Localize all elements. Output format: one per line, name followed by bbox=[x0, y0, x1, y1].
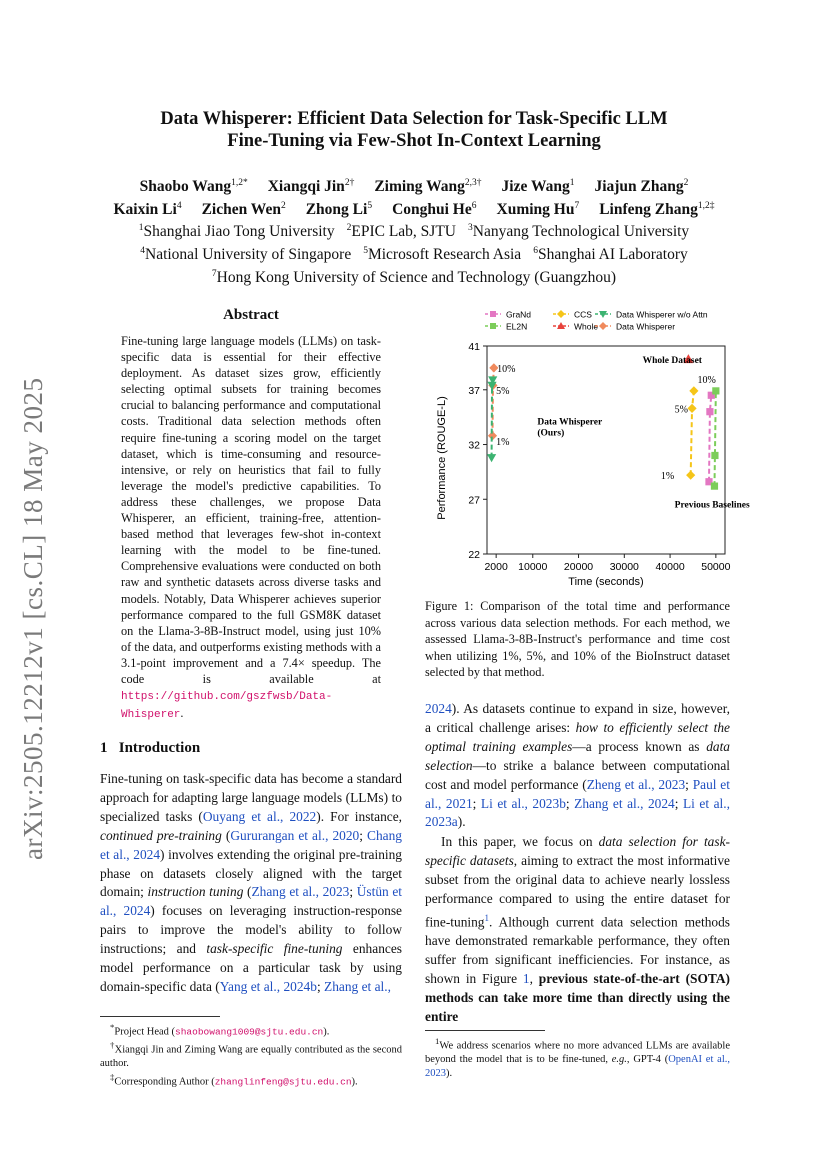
text-run: , aiming to extract the most informative subset from the original data to achieve nearly lossless performance compared to using the entire dataset for fine-tuning bbox=[425, 852, 731, 930]
plot-frame bbox=[487, 346, 725, 554]
affiliation-row bbox=[0, 242, 828, 265]
author-name: Xuming Hu$^7$ bbox=[496, 200, 580, 218]
y-axis-label: Performance (ROUGE-L) bbox=[436, 396, 448, 520]
text-run: , bbox=[529, 970, 539, 986]
figure-caption: Figure 1: Comparison of the total time and performance across various data selection methods. For each method, we assessed Llama-3-8B-Instruct's performance and time cost when utilizing 1%, 5%, and 10% of the BioInstruct dataset selected by that method. bbox=[425, 599, 730, 680]
bold-text: previous state-of-the-art (SOTA) methods can take more time than directly using the entire bbox=[425, 970, 730, 1024]
citation-link[interactable]: Li et al., 2023a bbox=[425, 795, 730, 830]
y-tick-label: 37 bbox=[468, 384, 480, 397]
affiliation-marker: 1 bbox=[138, 223, 144, 234]
x-tick-label: 20000 bbox=[563, 561, 594, 573]
chart-annotation: (Ours) bbox=[537, 428, 565, 439]
legend-marker bbox=[490, 323, 496, 329]
footnote bbox=[100, 1071, 402, 1089]
legend-marker bbox=[599, 322, 607, 330]
text-run: ; bbox=[674, 795, 683, 811]
affiliation: $^1$Shanghai Jiao Tong University bbox=[138, 223, 335, 241]
author-name: Conghui He$^6$ bbox=[392, 200, 477, 218]
emphasis: how to efficiently select the optimal training examples bbox=[425, 719, 730, 754]
citation-link[interactable]: Chang et al., 2024 bbox=[100, 827, 402, 862]
chart-annotation: 1% bbox=[660, 471, 675, 483]
author-marker: 7 bbox=[574, 200, 580, 211]
emphasis: instruction tuning bbox=[147, 884, 244, 900]
scatter-chart bbox=[425, 304, 750, 594]
footnote-text: , GPT-4 ( bbox=[626, 1054, 669, 1065]
chart-annotation: 5% bbox=[496, 385, 510, 397]
section-title: Introduction bbox=[118, 740, 201, 756]
footnote-rule bbox=[100, 1016, 220, 1017]
author-name: Jize Wang$^1$ bbox=[501, 178, 575, 196]
emphasis: data selection bbox=[425, 738, 730, 773]
author-name: Linfeng Zhang$^{1,2\ddagger}$ bbox=[599, 200, 715, 218]
footnotes-left bbox=[100, 1021, 402, 1089]
affiliation-marker: 3 bbox=[468, 223, 473, 234]
footnote bbox=[100, 1021, 402, 1039]
y-tick-label: 27 bbox=[468, 494, 480, 507]
data-point bbox=[706, 408, 713, 415]
text-run: ; bbox=[349, 884, 357, 900]
legend-marker bbox=[557, 310, 565, 318]
author-marker: 2 bbox=[683, 178, 689, 188]
section-number: 1 bbox=[100, 740, 108, 756]
x-tick-label: 40000 bbox=[655, 561, 685, 573]
data-point bbox=[711, 483, 718, 490]
y-tick-label: 41 bbox=[468, 341, 480, 353]
text-run: ). bbox=[457, 814, 466, 830]
author-marker: 1 bbox=[569, 178, 575, 188]
citation-link[interactable]: Gururangan et al., 2020 bbox=[230, 827, 360, 843]
footnote-rule-right bbox=[425, 1030, 545, 1031]
author-marker: 2 bbox=[280, 200, 286, 211]
y-tick-label: 22 bbox=[468, 549, 480, 561]
author-name: Ziming Wang$^{2,3\dagger}$ bbox=[374, 178, 482, 196]
chart-annotation: Data Whisperer bbox=[537, 417, 603, 428]
email-link[interactable]: zhanglinfeng@sjtu.edu.cn bbox=[214, 1076, 352, 1087]
text-run: ; bbox=[359, 827, 368, 843]
affiliation-row bbox=[0, 219, 828, 242]
text-run: ) focuses on leveraging instruction-response pairs to improve the model's ability to follow instructions; and bbox=[100, 903, 402, 957]
author-name: Xiangqi Jin$^{2\dagger}$ bbox=[267, 178, 355, 196]
footnote-marker: * bbox=[110, 1022, 115, 1032]
legend-label: CCS bbox=[574, 309, 592, 320]
footnote-right bbox=[425, 1035, 730, 1080]
affiliation-row bbox=[0, 265, 828, 288]
text-run: —a process known as bbox=[572, 738, 707, 754]
text-run: enhances model performance on a particular task by using domain-specific data ( bbox=[100, 941, 402, 994]
legend-label: GraNd bbox=[506, 309, 532, 320]
x-tick-label: 2000 bbox=[484, 561, 508, 573]
emphasis: task-specific fine-tuning bbox=[206, 941, 343, 957]
abstract-text: Fine-tuning large language models (LLMs) on task-specific data is essential for their effective deployment. As dataset sizes grow, efficiently selecting optimal subsets for training becomes crucial to balancing performance and computational costs. Traditional data selection methods often require fine-tuning a scoring model on the target dataset, which is time-consuming and resource-intensive, or rely on heuristics that fail to fully leverage the model's predictive capabilities. To address these challenges, we propose Data Whisperer, an efficient, training-free, attention-based method that leverages few-shot in-context learning with the model to be fine-tuned. Comprehensive evaluations were conducted on both raw and synthetic datasets across diverse tasks and models. Notably, Data Whisperer achieves superior performance compared to the full GSM8K dataset on the Llama-3-8B-Instruct model, using just 10% of the data, and outperforms existing methods with a 3.1-point improvement and a 7.4× speedup. The code is available at bbox=[121, 334, 381, 686]
citation-link[interactable]: OpenAI et al., 2023 bbox=[425, 1054, 730, 1079]
text-run: ; bbox=[565, 795, 575, 811]
author-marker: 1,2‡ bbox=[697, 200, 715, 211]
intro-paragraph bbox=[100, 770, 402, 997]
text-run: ). For instance, bbox=[316, 808, 403, 824]
title-line-1: Data Whisperer: Efficient Data Selection for Task-Specific LLM bbox=[160, 109, 668, 129]
email-link[interactable]: shaobowang1009@sjtu.edu.cn bbox=[175, 1026, 324, 1038]
affiliation-marker: 7 bbox=[211, 268, 217, 279]
text-run: . Although current data selection methods have demonstrated remarkable performance, they often suffer from significant inefficiencies. For instance, as shown in Figure bbox=[425, 914, 730, 986]
figure-1-chart bbox=[425, 304, 750, 594]
x-tick-label: 10000 bbox=[518, 561, 548, 573]
text-run: ( bbox=[221, 827, 231, 843]
footnote-tail: ). bbox=[323, 1026, 330, 1038]
series-line bbox=[714, 391, 715, 486]
chart-annotation: Whole Dataset bbox=[642, 356, 702, 367]
data-point bbox=[487, 454, 496, 462]
footnote-text: Corresponding Author ( bbox=[114, 1076, 215, 1087]
affiliation-marker: 2 bbox=[346, 223, 352, 234]
text-run: Fine-tuning on task-specific data has become a standard approach for adapting large language models (LLMs) to specialized tasks ( bbox=[100, 771, 402, 824]
footnote-marker: † bbox=[110, 1040, 115, 1050]
series-line bbox=[691, 391, 694, 475]
author-marker: 2† bbox=[344, 178, 355, 188]
emphasis: continued pre-training bbox=[100, 827, 222, 843]
author-name: Jiajun Zhang$^2$ bbox=[594, 178, 689, 196]
data-point bbox=[712, 387, 719, 394]
citation-link[interactable]: 1 bbox=[522, 970, 530, 986]
legend-label: Whole bbox=[574, 321, 599, 332]
paper-title bbox=[0, 108, 828, 152]
affiliation: $^7$Hong Kong University of Science and Technology (Guangzhou) bbox=[211, 268, 617, 286]
footnote-marker: ‡ bbox=[110, 1071, 115, 1082]
x-tick-label: 30000 bbox=[609, 561, 639, 573]
affiliation: $^3$Nanyang Technological University bbox=[468, 223, 690, 241]
citation-link[interactable]: Yang et al., 2024b bbox=[219, 978, 317, 994]
chart-annotation: Previous Baselines bbox=[674, 500, 750, 511]
author-name: Shaobo Wang$^{1,2*}$ bbox=[139, 178, 248, 196]
chart-annotation: 10% bbox=[697, 374, 716, 386]
affiliation: $^6$Shanghai AI Laboratory bbox=[533, 245, 688, 264]
text-run: ( bbox=[243, 884, 252, 900]
text-run: ; bbox=[316, 978, 325, 994]
footnote-text: Xiangqi Jin and Ziming Wang are equally contributed as the second author. bbox=[100, 1044, 402, 1069]
citation-link[interactable]: 2024 bbox=[425, 701, 452, 716]
citation-link[interactable]: Zhang et al., 2023 bbox=[251, 884, 350, 900]
affiliation: $^4$National University of Singapore bbox=[140, 245, 352, 264]
chart-annotation: 5% bbox=[674, 404, 688, 416]
footnote-marker: 1 bbox=[435, 1036, 440, 1046]
text-run: —to strike a balance between computational cost and model performance ( bbox=[425, 757, 730, 792]
section-heading-introduction bbox=[100, 740, 200, 757]
legend-label: EL2N bbox=[506, 321, 528, 332]
citation-link[interactable]: Ouyang et al., 2022 bbox=[202, 808, 317, 824]
affiliation: $^2$EPIC Lab, SJTU bbox=[346, 223, 456, 241]
citation-link[interactable]: Zhang et al., bbox=[324, 978, 391, 994]
citation-link[interactable]: Zheng et al., 2023 bbox=[586, 776, 686, 792]
author-marker: 4 bbox=[176, 200, 182, 211]
author-row bbox=[0, 197, 828, 220]
author-block bbox=[0, 174, 828, 287]
title-line-2: Fine-Tuning via Few-Shot In-Context Learning bbox=[227, 131, 601, 151]
citation-link[interactable]: Li et al., 2023b bbox=[480, 795, 566, 811]
legend-label: Data Whisperer bbox=[616, 321, 676, 332]
data-point bbox=[711, 452, 718, 459]
intro-paragraph-right-2 bbox=[425, 833, 730, 1027]
text-run: ) involves extending the original pre-training phase on datasets closely aligned with the target domain; bbox=[100, 846, 403, 900]
chart-annotation: 10% bbox=[497, 363, 516, 375]
author-marker: 1,2* bbox=[231, 178, 248, 188]
emphasis: data selection for task-specific datasets bbox=[425, 834, 730, 868]
legend-label: Data Whisperer w/o Attn bbox=[616, 309, 708, 320]
text-run: ; bbox=[685, 776, 693, 792]
footnote-text: ). bbox=[446, 1067, 453, 1079]
code-link[interactable]: https://github.com/gszfwsb/Data-Whisperer bbox=[121, 691, 333, 722]
arxiv-sidebar bbox=[18, 340, 54, 860]
footnote-tail: ). bbox=[351, 1076, 358, 1087]
citation-link[interactable]: Zhang et al., 2024 bbox=[574, 795, 675, 811]
chart-annotation: 1% bbox=[496, 437, 510, 449]
affiliation-marker: 5 bbox=[363, 245, 368, 256]
abstract-heading: Abstract bbox=[223, 307, 279, 323]
x-tick-label: 50000 bbox=[701, 561, 731, 573]
citation-link[interactable]: Paul et al., 2021 bbox=[425, 776, 730, 811]
data-point bbox=[689, 386, 698, 395]
data-point bbox=[686, 471, 695, 480]
legend-marker bbox=[490, 311, 496, 317]
text-run: ). As datasets continue to expand in size, however, a critical challenge arises: bbox=[425, 701, 730, 735]
author-marker: 6 bbox=[471, 200, 477, 211]
author-row bbox=[0, 174, 828, 197]
author-name: Kaixin Li$^4$ bbox=[113, 200, 182, 218]
data-point bbox=[687, 404, 696, 413]
footnote-ref[interactable]: 1 bbox=[484, 912, 489, 923]
text-run: ; bbox=[472, 795, 481, 811]
affiliation: $^5$Microsoft Research Asia bbox=[363, 245, 522, 264]
author-marker: 5 bbox=[367, 200, 373, 211]
intro-paragraph-right bbox=[425, 700, 730, 832]
affiliation-marker: 4 bbox=[140, 245, 145, 256]
abstract-body: Fine-tuning large language models (LLMs) on task-specific data is essential for their effective deployment. As dataset sizes grow, efficiently selecting optimal subsets for training becomes crucial to balancing performance and computational costs. Traditional data selection methods often require fine-tuning a scoring model on the target dataset, which is time-consuming and resource-intensive, or rely on heuristics that fail to fully leverage the model's predictive capabilities. To address these challenges, we propose Data Whisperer, an efficient, training-free, attention-based method that leverages few-shot in-context learning with the model to be fine-tuned. Comprehensive evaluations were conducted on both raw and synthetic datasets across diverse tasks and models. Notably, Data Whisperer achieves superior performance compared to the full GSM8K dataset on the Llama-3-8B-Instruct model, using just 10% of the data, and outperforms existing methods with a 3.1-point improvement and a 7.4× speedup. The code is available at https://github.com/gszfwsb/Data-Whisperer. bbox=[121, 334, 381, 722]
affiliation-marker: 6 bbox=[533, 245, 538, 256]
author-marker: 2,3† bbox=[464, 178, 482, 188]
arxiv-id: arXiv:2505.12212v1 [cs.CL] 18 May 2025 bbox=[18, 377, 48, 860]
citation-link[interactable]: Üstün et al., 2024 bbox=[100, 884, 402, 919]
author-name: Zhong Li$^5$ bbox=[305, 200, 373, 218]
author-name: Zichen Wen$^2$ bbox=[201, 200, 286, 218]
x-axis-label: Time (seconds) bbox=[568, 576, 644, 588]
footnote bbox=[100, 1039, 402, 1071]
footnote-text: Project Head ( bbox=[114, 1026, 176, 1038]
text-run: In this paper, we focus on bbox=[441, 834, 599, 849]
footnote-text: We address scenarios where no more advanced LLMs are available beyond the model that is to be fine-tuned, bbox=[425, 1040, 730, 1065]
y-tick-label: 32 bbox=[468, 439, 480, 452]
emphasis: e.g. bbox=[611, 1054, 627, 1065]
